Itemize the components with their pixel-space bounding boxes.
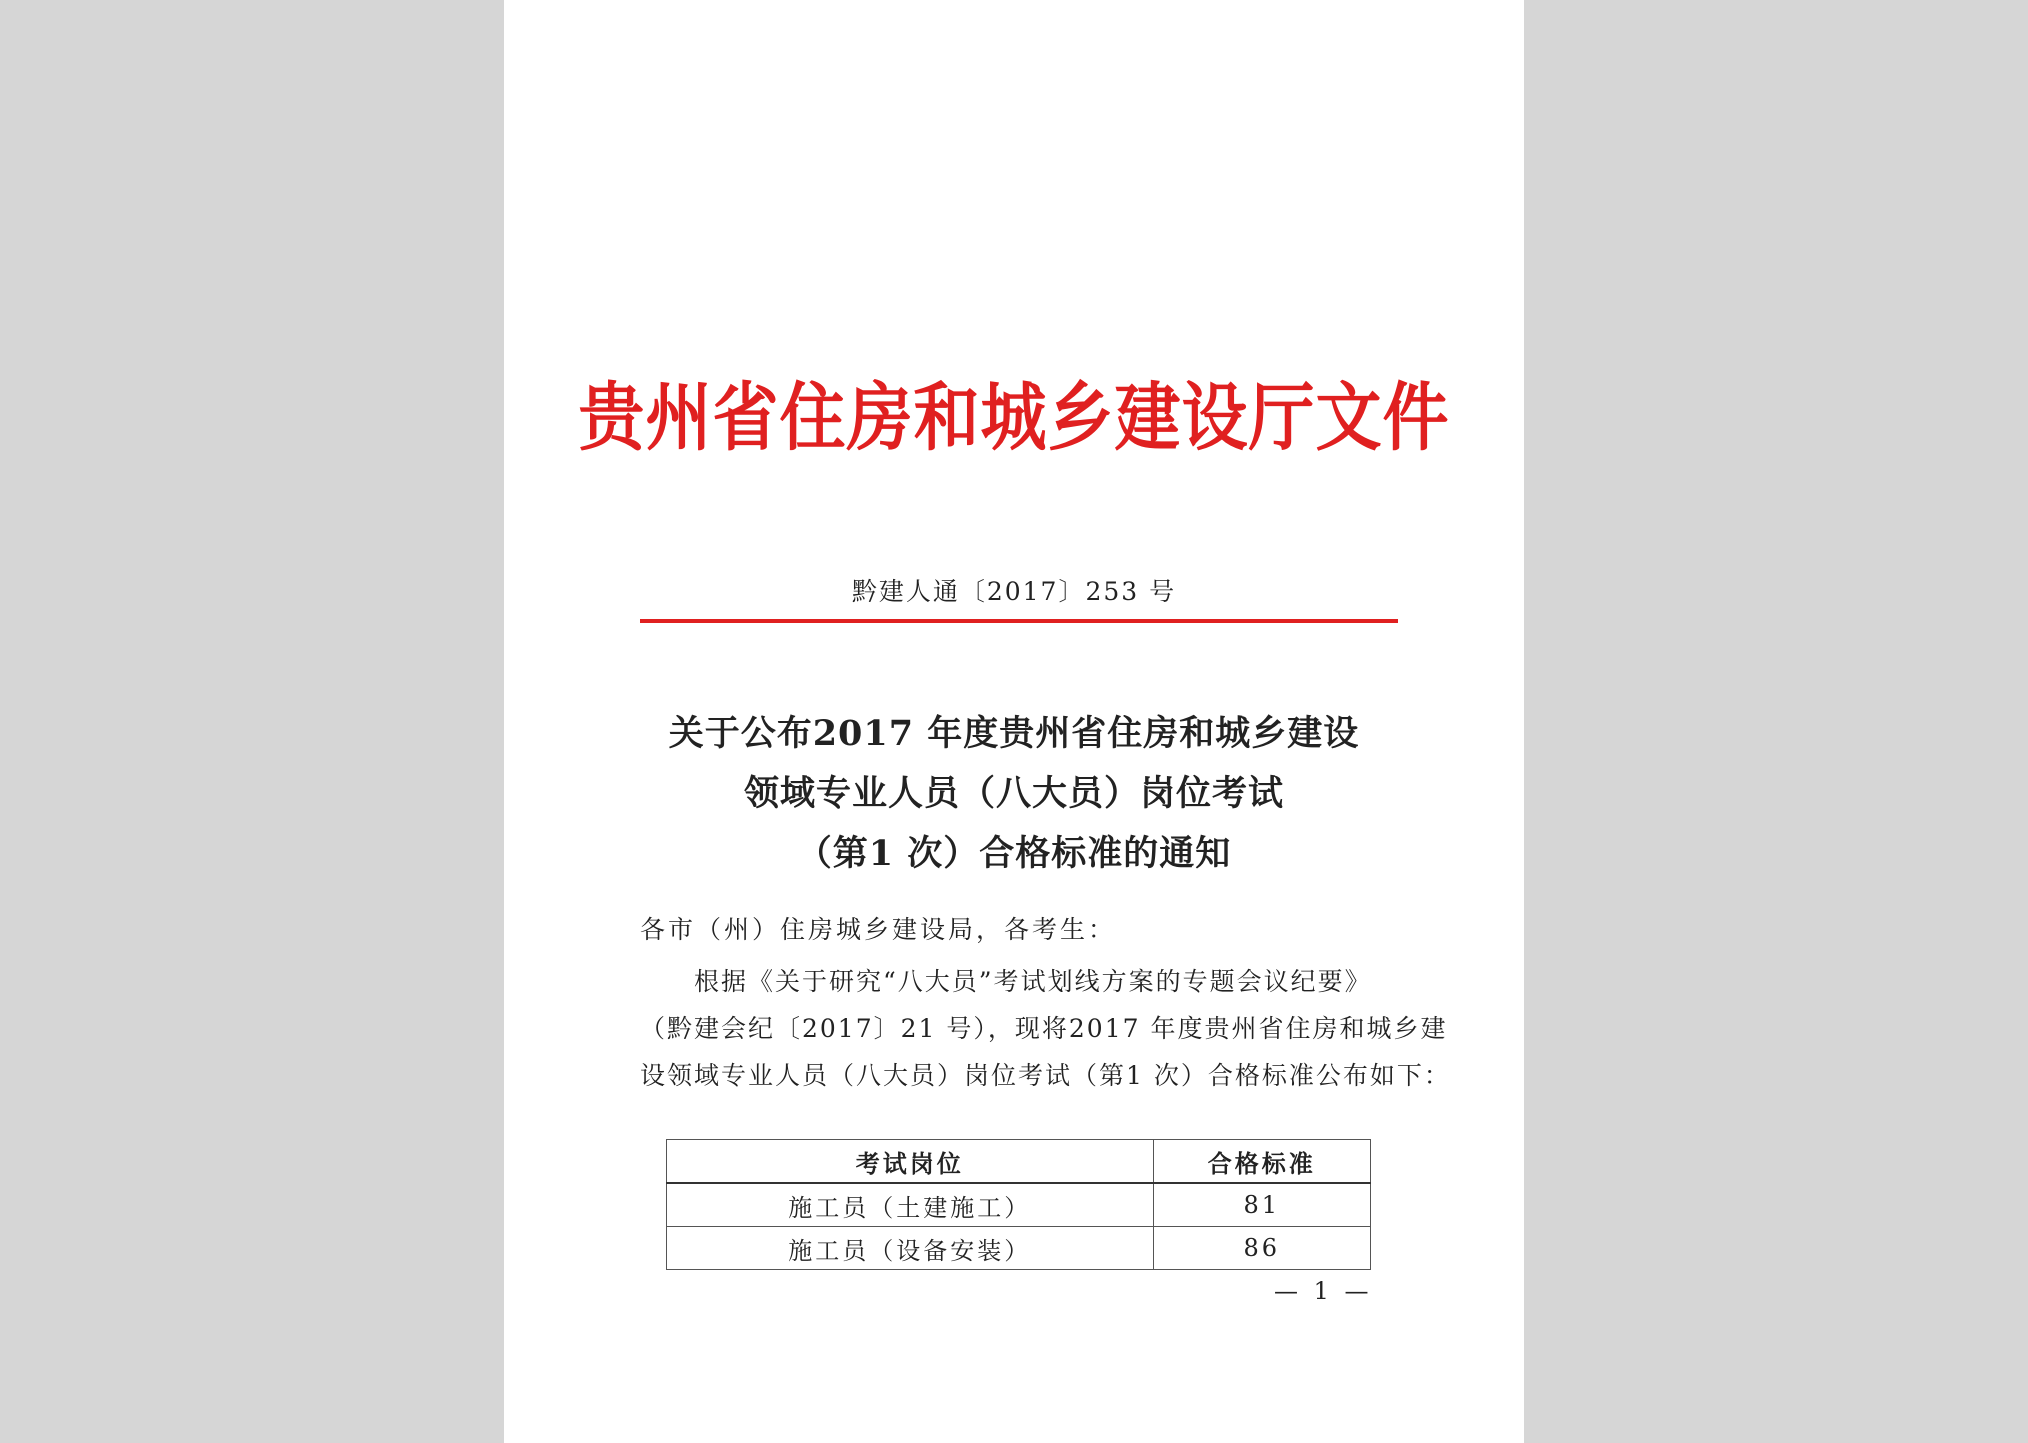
cell-score: 86	[1153, 1227, 1370, 1270]
title-line-1: 关于公布2017 年度贵州省住房和城乡建设	[668, 713, 1360, 754]
table-header-row	[667, 1140, 1371, 1184]
salutation: 各市（州）住房城乡建设局，各考生：	[640, 915, 1117, 944]
header-pass-standard: 合格标准	[1153, 1140, 1370, 1184]
notice-title	[504, 704, 1524, 884]
document-number: 黔建人通〔2017〕253 号	[851, 577, 1177, 606]
masthead-title: 贵州省住房和城乡建设厅文件	[578, 374, 1450, 461]
cell-position: 施工员（土建施工）	[667, 1183, 1154, 1227]
standards-table	[666, 1139, 1371, 1270]
page-number: — 1 —	[1274, 1277, 1373, 1305]
table-row	[667, 1227, 1371, 1270]
body-line-3: 设领域专业人员（八大员）岗位考试（第1 次）合格标准公布如下：	[640, 1061, 1451, 1090]
table-row	[667, 1183, 1371, 1227]
body-paragraph	[640, 958, 1451, 1099]
document-page	[504, 0, 1524, 1443]
body-line-2: （黔建会纪〔2017〕21 号），现将2017 年度贵州省住房和城乡建	[640, 1014, 1448, 1043]
body-line-1: 根据《关于研究“八大员”考试划线方案的专题会议纪要》	[694, 967, 1372, 996]
cell-score: 81	[1153, 1183, 1370, 1227]
title-line-3: （第1 次）合格标准的通知	[796, 833, 1232, 874]
header-exam-position: 考试岗位	[667, 1140, 1154, 1184]
cell-position: 施工员（设备安装）	[667, 1227, 1154, 1270]
red-divider	[640, 619, 1398, 623]
title-line-2: 领域专业人员（八大员）岗位考试	[743, 773, 1284, 814]
